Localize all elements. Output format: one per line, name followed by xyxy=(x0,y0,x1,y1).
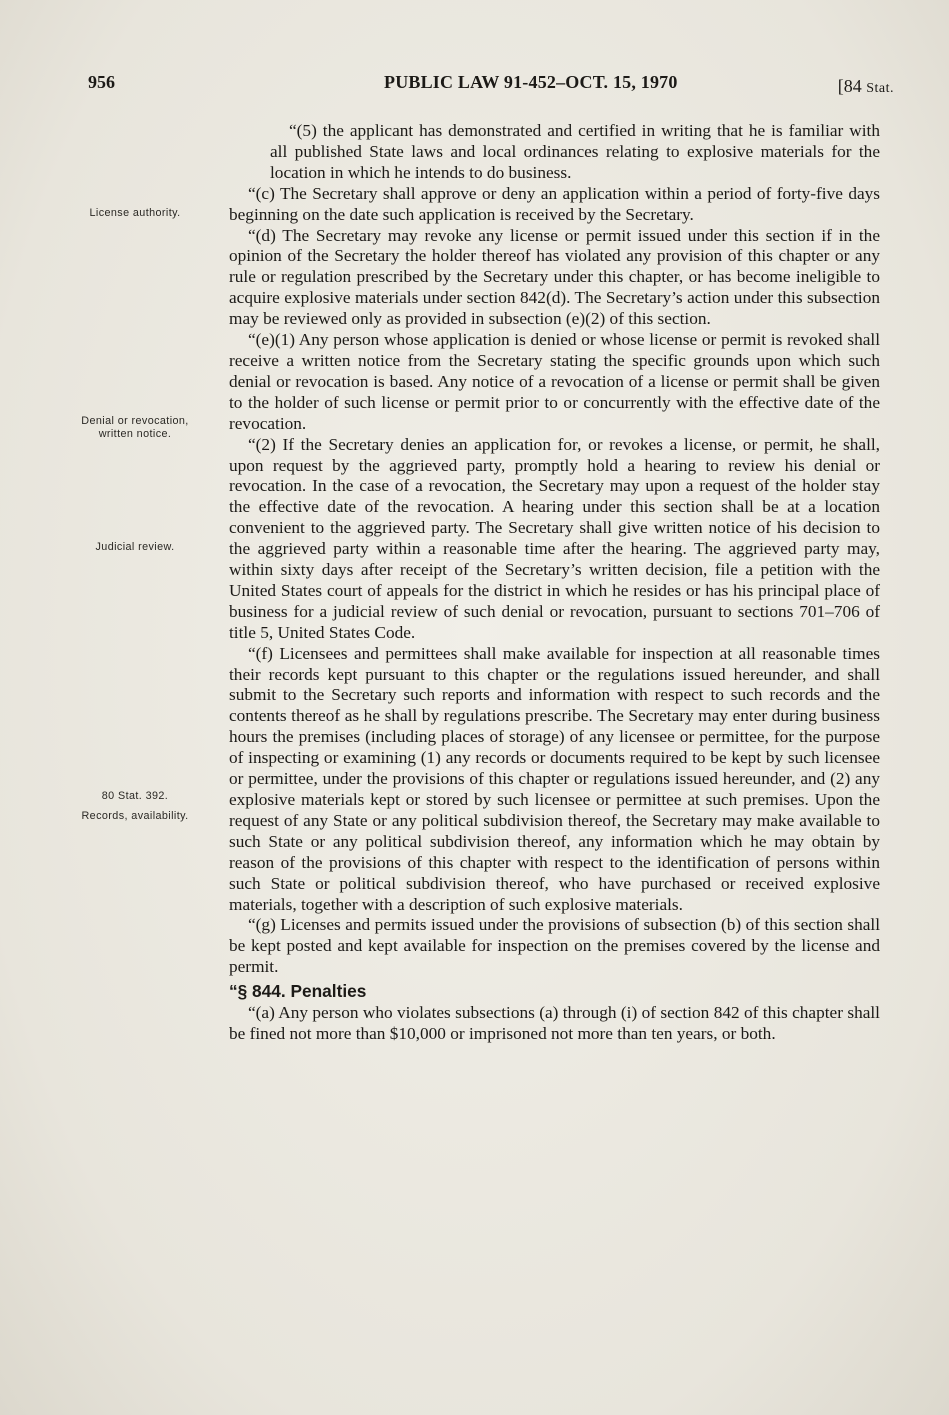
page-header xyxy=(88,72,894,100)
margin-note-records-availability: Records, availability. xyxy=(81,810,189,822)
running-title: PUBLIC LAW 91-452–OCT. 15, 1970 xyxy=(384,72,678,92)
paragraph-844a: “(a) Any person who violates subsections (a) through (i) of section 842 of this chapter shall be fined not more than $10,000 or imprisoned not more than ten years, or both. xyxy=(229,1003,880,1043)
statute-volume: [84 xyxy=(837,76,867,96)
paragraph-b5: “(5) the applicant has demonstrated and certified in writing that he is familiar with all published State laws and local ordinances relating to explosive materials for the location in which he intends to do business. xyxy=(270,121,880,182)
statute-reference xyxy=(838,76,894,97)
margin-note-license-authority: License authority. xyxy=(89,207,181,219)
paragraph-e1: “(e)(1) Any person whose application is denied or whose license or permit is revoked shall receive a written notice from the Secretary stating the specific grounds upon which such denial or revocation is based. Any notice of a revocation of a license or permit shall be given to the holder of such license or permit prior to or concurrently with the effective date of the revocation. xyxy=(229,330,880,433)
section-heading: “§ 844. Penalties xyxy=(229,981,367,1002)
paragraph-d: “(d) The Secretary may revoke any license or permit issued under this section if in the opinion of the Secretary the holder thereof has violated any provision of this chapter or any rule or regulation prescribed by the Secretary under this chapter, or has become ineligible to acquire explosive materials under section 842(d). The Secretary’s action under this subsection may be reviewed only as provided in subsection (e)(2) of this section. xyxy=(229,225,880,329)
statute-body xyxy=(229,121,880,1045)
statute-word: Stat. xyxy=(866,81,894,96)
paragraph-f: “(f) Licensees and permittees shall make available for inspection at all reasonable times their records kept pursuant to this chapter or the regulations issued hereunder, and shall submit to the Secretary such reports and information with respect to such records and the contents thereof as he shall by regulations prescribe. The Secretary may enter during business hours the premises (including places of storage) of any licensee or permittee, for the purpose of inspecting or examining (1) any records or documents required to be kept by such licensee or permittee, under the provisions of this chapter or regulations issued hereunder, and (2) any explosive materials kept or stored by such licensee or permittee at such premises. Upon the request of any State or any political subdivision thereof, the Secretary may make available to such State or any political subdivision thereof, any information which he may obtain by reason of the provisions of this chapter with respect to the identification of persons within such State or political subdivision thereof, who have purchased or received explosive materials, together with a description of such explosive materials. xyxy=(229,643,880,914)
page-number: 956 xyxy=(88,72,115,92)
paragraph-e2: “(2) If the Secretary denies an application for, or revokes a license, or permit, he shall, upon request by the aggrieved party, promptly hold a hearing to review his denial or revocation. In the case of a revocation, the Secretary may upon a request of the holder stay the effective date of the revocation. A hearing under this section shall be at a location convenient to the aggrieved party. The Secretary shall give written notice of his decision to the aggrieved party within a reasonable time after the hearing. The aggrieved party may, within sixty days after receipt of the Secretary’s written decision, file a petition with the United States court of appeals for the district in which he resides or has his principal place of business for a judicial review of such denial or revocation, pursuant to sections 701–706 of title 5, United States Code. xyxy=(229,434,880,642)
paragraph-g: “(g) Licenses and permits issued under the provisions of subsection (b) of this section shall be kept posted and kept available for inspection on the premises covered by the license and permit. xyxy=(229,915,880,977)
margin-note-stat-ref: 80 Stat. 392. xyxy=(101,790,169,802)
margin-note-denial-revocation: Denial or revocation, written notice. xyxy=(81,415,189,440)
paragraph-c: “(c) The Secretary shall approve or deny an application within a period of forty-five days beginning on the date such application is received by the Secretary. xyxy=(229,183,880,224)
margin-note-judicial-review: Judicial review. xyxy=(95,541,175,553)
